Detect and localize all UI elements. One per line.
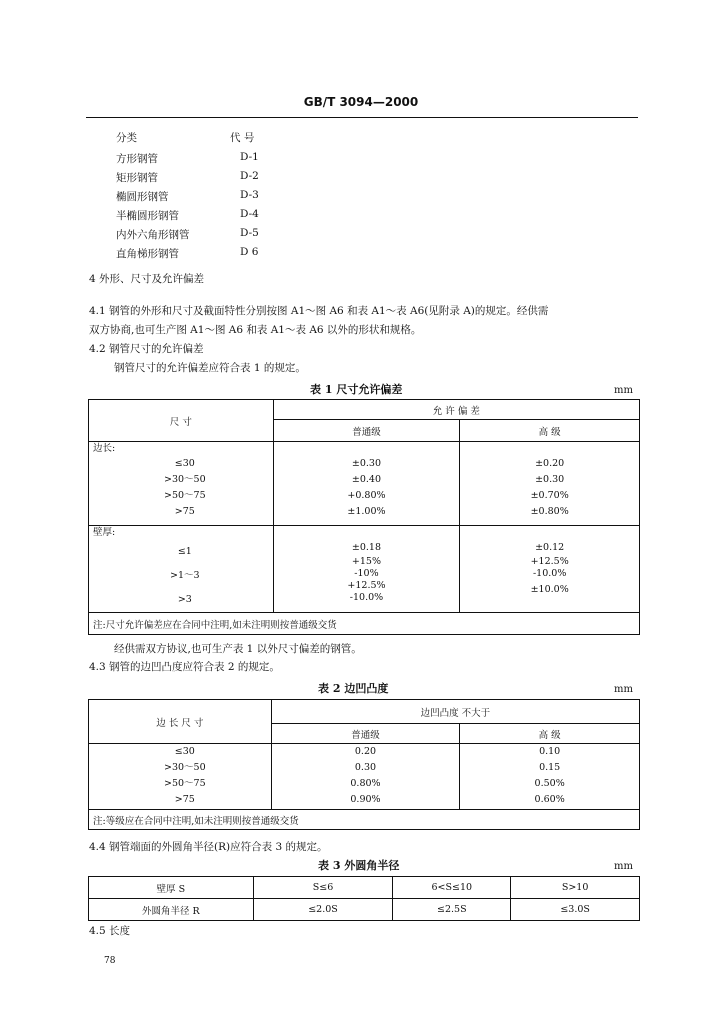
item-code: D-3 <box>240 189 259 201</box>
normal-value: ±0.30 <box>351 458 382 469</box>
table-row <box>89 442 640 526</box>
item-name: 矩形钢管 <box>116 172 158 184</box>
table-row <box>89 877 640 899</box>
item-code: D-1 <box>240 151 259 163</box>
table2-header-normal: 普通级 <box>271 724 460 744</box>
section-4-3: 4.3 钢管的边凹凸度应符合表 2 的规定。 <box>89 661 280 673</box>
size-value: >50～75 <box>164 490 206 501</box>
table3-cell: ≤2.5S <box>393 899 511 921</box>
high-value: 0.15 <box>539 762 561 773</box>
table1-g1-size-cell <box>89 442 274 526</box>
item-code: D-2 <box>240 170 259 182</box>
high-value: 0.10 <box>539 746 561 757</box>
size-value: >50～75 <box>164 778 206 789</box>
section-4-2-heading: 4.2 钢管尺寸的允许偏差 <box>89 343 204 355</box>
table1-g2-label: 壁厚: <box>93 527 116 538</box>
high-value: ±0.20 <box>535 458 565 469</box>
item-code: D-5 <box>240 227 259 239</box>
table-row <box>89 899 640 921</box>
high-value: ±0.80% <box>530 506 569 517</box>
table2-size-cell <box>89 744 272 810</box>
after-table1-text: 经供需双方协议,也可生产表 1 以外尺寸偏差的钢管。 <box>114 643 362 655</box>
table1-g1-label: 边长: <box>93 443 116 454</box>
normal-value: +0.80% <box>347 490 386 501</box>
normal-value: +12.5% <box>347 580 386 591</box>
table3-cell: 壁厚 S <box>89 877 254 899</box>
high-value: ±0.12 <box>535 542 565 553</box>
table3-cell: 外圆角半径 R <box>89 899 254 921</box>
size-value: >75 <box>174 506 195 517</box>
table3 <box>88 876 640 921</box>
size-value: >30～50 <box>164 762 206 773</box>
table2-note: 注:等级应在合同中注明,如未注明则按普通级交货 <box>89 810 640 830</box>
table2-header-size: 边 长 尺 寸 <box>89 700 272 744</box>
high-value: ±0.70% <box>530 490 569 501</box>
item-name: 椭圆形钢管 <box>116 191 169 203</box>
classification-head-code: 代 号 <box>230 132 255 144</box>
table2 <box>88 699 640 830</box>
high-value: ±10.0% <box>530 584 569 595</box>
high-value: -10.0% <box>532 568 567 579</box>
table-row <box>89 526 640 613</box>
header-rule <box>86 117 638 118</box>
normal-value: ±0.18 <box>351 542 382 553</box>
table1-header-deviation: 允 许 偏 差 <box>273 400 639 420</box>
size-value: ≤1 <box>177 546 192 557</box>
size-value: >30～50 <box>164 474 206 485</box>
table-row <box>89 744 640 810</box>
table3-cell: S>10 <box>511 877 640 899</box>
table3-caption: 表 3 外圆角半径 <box>318 859 400 872</box>
normal-value: -10.0% <box>349 592 384 603</box>
high-value: 0.60% <box>534 794 565 805</box>
table1-g2-size-cell <box>89 526 274 613</box>
normal-value: ±0.40 <box>351 474 382 485</box>
table3-cell: 6<S≤10 <box>393 877 511 899</box>
section-4-4: 4.4 钢管端面的外圆角半径(R)应符合表 3 的规定。 <box>89 841 328 853</box>
table1-header-normal: 普通级 <box>273 420 460 442</box>
classification-head-name: 分类 <box>116 132 137 144</box>
table3-cell: ≤2.0S <box>253 899 393 921</box>
table1-g1-high-cell <box>460 442 640 526</box>
item-name: 半椭圆形钢管 <box>116 210 179 222</box>
normal-value: +15% <box>351 556 381 567</box>
normal-value: 0.80% <box>350 778 381 789</box>
normal-value: ±1.00% <box>347 506 386 517</box>
normal-value: 0.30 <box>354 762 377 773</box>
size-value: >3 <box>177 594 192 605</box>
high-value: +12.5% <box>530 556 569 567</box>
section-4-heading: 4 外形、尺寸及允许偏差 <box>89 273 205 285</box>
table1-caption: 表 1 尺寸允许偏差 <box>310 383 403 396</box>
table2-caption: 表 2 边凹凸度 <box>318 682 389 695</box>
table1-g2-high-cell <box>460 526 640 613</box>
standard-header: GB/T 3094—2000 <box>303 95 419 109</box>
table2-unit: mm <box>614 684 633 695</box>
table3-cell: S≤6 <box>253 877 393 899</box>
size-value: >1～3 <box>170 570 200 581</box>
table3-cell: ≤3.0S <box>511 899 640 921</box>
table2-normal-cell <box>271 744 460 810</box>
section-4-2-text: 钢管尺寸的允许偏差应符合表 1 的规定。 <box>114 362 306 374</box>
normal-value: 0.90% <box>350 794 381 805</box>
item-name: 方形钢管 <box>116 153 158 165</box>
item-code: D-4 <box>240 208 259 220</box>
item-name: 直角梯形钢管 <box>116 248 179 260</box>
table1-header-size: 尺 寸 <box>89 400 274 442</box>
high-value: ±0.30 <box>535 474 565 485</box>
table2-high-cell <box>460 744 640 810</box>
section-4-1-line2: 双方协商,也可生产图 A1～图 A6 和表 A1～表 A6 以外的形状和规格。 <box>89 324 422 336</box>
table3-unit: mm <box>614 861 633 872</box>
table1-header-high: 高 级 <box>460 420 640 442</box>
size-value: ≤30 <box>174 458 195 469</box>
table2-header-high: 高 级 <box>460 724 640 744</box>
table1-note: 注:尺寸允许偏差应在合同中注明,如未注明则按普通级交货 <box>89 613 640 635</box>
item-name: 内外六角形钢管 <box>116 229 190 241</box>
table1 <box>88 399 640 635</box>
size-value: ≤30 <box>174 746 195 757</box>
table1-unit: mm <box>614 385 633 396</box>
table1-g2-normal-cell <box>273 526 460 613</box>
page-number: 78 <box>104 956 116 966</box>
table1-g1-normal-cell <box>273 442 460 526</box>
normal-value: -10% <box>354 568 379 579</box>
table2-header-main: 边凹凸度 不大于 <box>271 700 639 724</box>
item-code: D 6 <box>240 246 259 258</box>
size-value: >75 <box>174 794 195 805</box>
section-4-5: 4.5 长度 <box>89 925 131 937</box>
high-value: 0.50% <box>534 778 565 789</box>
section-4-1-line1: 4.1 钢管的外形和尺寸及截面特性分别按图 A1～图 A6 和表 A1～表 A6(见附录 A)的规定。经供需 <box>89 305 549 317</box>
normal-value: 0.20 <box>354 746 377 757</box>
